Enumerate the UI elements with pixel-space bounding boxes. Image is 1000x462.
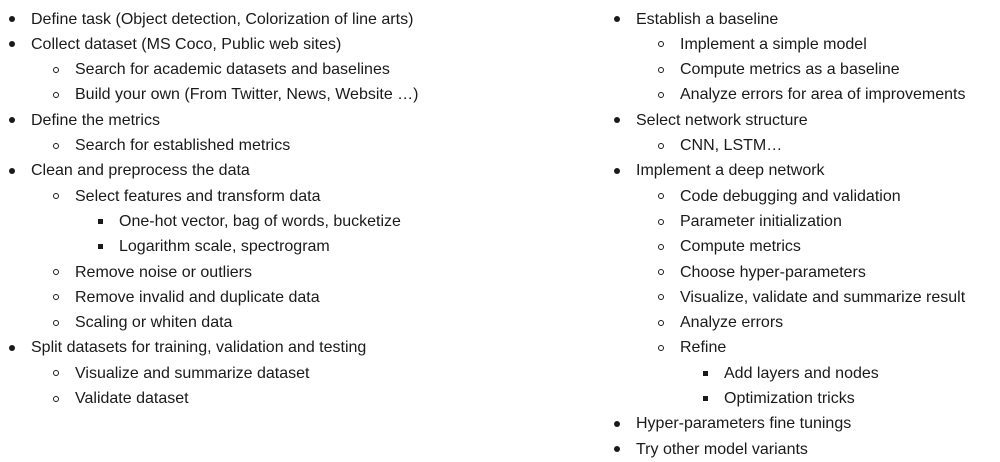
bullet-circle-icon bbox=[656, 184, 666, 209]
list-item-text: Select network structure bbox=[636, 111, 808, 129]
bullet-circle-icon bbox=[51, 57, 61, 82]
bullet-disc-icon bbox=[7, 32, 17, 57]
list-item-text: Select features and transform data bbox=[75, 187, 321, 205]
bullet-disc-icon bbox=[7, 158, 17, 183]
list-item-text: CNN, LSTM… bbox=[680, 137, 783, 154]
bullet-circle-icon bbox=[656, 260, 666, 285]
list-item-text: Remove invalid and duplicate data bbox=[75, 288, 320, 306]
bullet-circle-icon bbox=[51, 386, 61, 411]
list-item-text: Code debugging and validation bbox=[680, 187, 901, 205]
list-item-text: Define the metrics bbox=[31, 111, 160, 129]
bullet-circle-icon bbox=[51, 184, 61, 209]
bullet-disc-icon bbox=[7, 108, 17, 133]
list-item-text: Choose hyper-parameters bbox=[680, 263, 866, 281]
bullet-circle-icon bbox=[656, 57, 666, 82]
list-item-text: Collect dataset (MS Coco, Public web sites) bbox=[31, 35, 342, 53]
bullet-disc-icon bbox=[7, 7, 17, 32]
list-item-text: One-hot vector, bag of words, bucketize bbox=[119, 212, 401, 230]
list-item-text: Analyze errors bbox=[680, 314, 784, 332]
list-item-text: Try other model variants bbox=[636, 440, 808, 458]
bullet-disc-icon bbox=[612, 108, 622, 133]
list-item-text: Visualize, validate and summarize result bbox=[680, 288, 966, 306]
bullet-disc-icon bbox=[7, 335, 17, 360]
list-item-text: Define task (Object detection, Colorization of line arts) bbox=[31, 10, 414, 28]
list-item-text: Analyze errors for area of improvements bbox=[680, 86, 966, 104]
bullet-disc-icon bbox=[612, 158, 622, 183]
list-item-text: Build your own (From Twitter, News, Website …) bbox=[75, 86, 419, 104]
list-item-text: Search for academic datasets and baselines bbox=[75, 61, 390, 79]
bullet-circle-icon bbox=[51, 285, 61, 310]
bullet-circle-icon bbox=[51, 133, 61, 158]
list-item-text: Logarithm scale, spectrogram bbox=[119, 238, 330, 256]
bullet-circle-icon bbox=[656, 335, 666, 360]
list-item-text: Split datasets for training, validation and testing bbox=[31, 339, 367, 357]
list-item-text: Refine bbox=[680, 339, 727, 357]
bullet-square-icon bbox=[700, 361, 710, 386]
list-item-text: Visualize and summarize dataset bbox=[75, 364, 310, 382]
bullet-circle-icon bbox=[656, 234, 666, 259]
list-item-text: Optimization tricks bbox=[724, 390, 855, 407]
bullet-disc-icon bbox=[612, 437, 622, 462]
list-item-text: Remove noise or outliers bbox=[75, 263, 252, 281]
list-item-text: Compute metrics bbox=[680, 238, 801, 256]
bullet-circle-icon bbox=[656, 82, 666, 107]
bullet-circle-icon bbox=[656, 209, 666, 234]
list-item-text: Search for established metrics bbox=[75, 137, 291, 154]
bullet-circle-icon bbox=[656, 310, 666, 335]
list-item-text: Scaling or whiten data bbox=[75, 314, 233, 332]
bullet-circle-icon bbox=[656, 133, 666, 158]
list-item-text: Add layers and nodes bbox=[724, 364, 879, 382]
bullet-disc-icon bbox=[612, 411, 622, 436]
bullet-square-icon bbox=[95, 209, 105, 234]
list-item-text: Parameter initialization bbox=[680, 212, 842, 230]
bullet-square-icon bbox=[700, 386, 710, 411]
bullet-circle-icon bbox=[51, 310, 61, 335]
list-item-text: Clean and preprocess the data bbox=[31, 162, 250, 180]
list-item-text: Establish a baseline bbox=[636, 10, 779, 28]
list-item-text: Implement a deep network bbox=[636, 162, 825, 180]
list-item-text: Compute metrics as a baseline bbox=[680, 61, 900, 79]
bullet-disc-icon bbox=[612, 7, 622, 32]
bullet-circle-icon bbox=[51, 82, 61, 107]
bullet-circle-icon bbox=[656, 32, 666, 57]
bullet-circle-icon bbox=[656, 285, 666, 310]
list-item-text: Validate dataset bbox=[75, 390, 189, 407]
list-item-text: Hyper-parameters fine tunings bbox=[636, 415, 852, 433]
bullet-square-icon bbox=[95, 234, 105, 259]
list-item-text: Implement a simple model bbox=[680, 35, 867, 53]
bullet-circle-icon bbox=[51, 361, 61, 386]
bullet-circle-icon bbox=[51, 260, 61, 285]
